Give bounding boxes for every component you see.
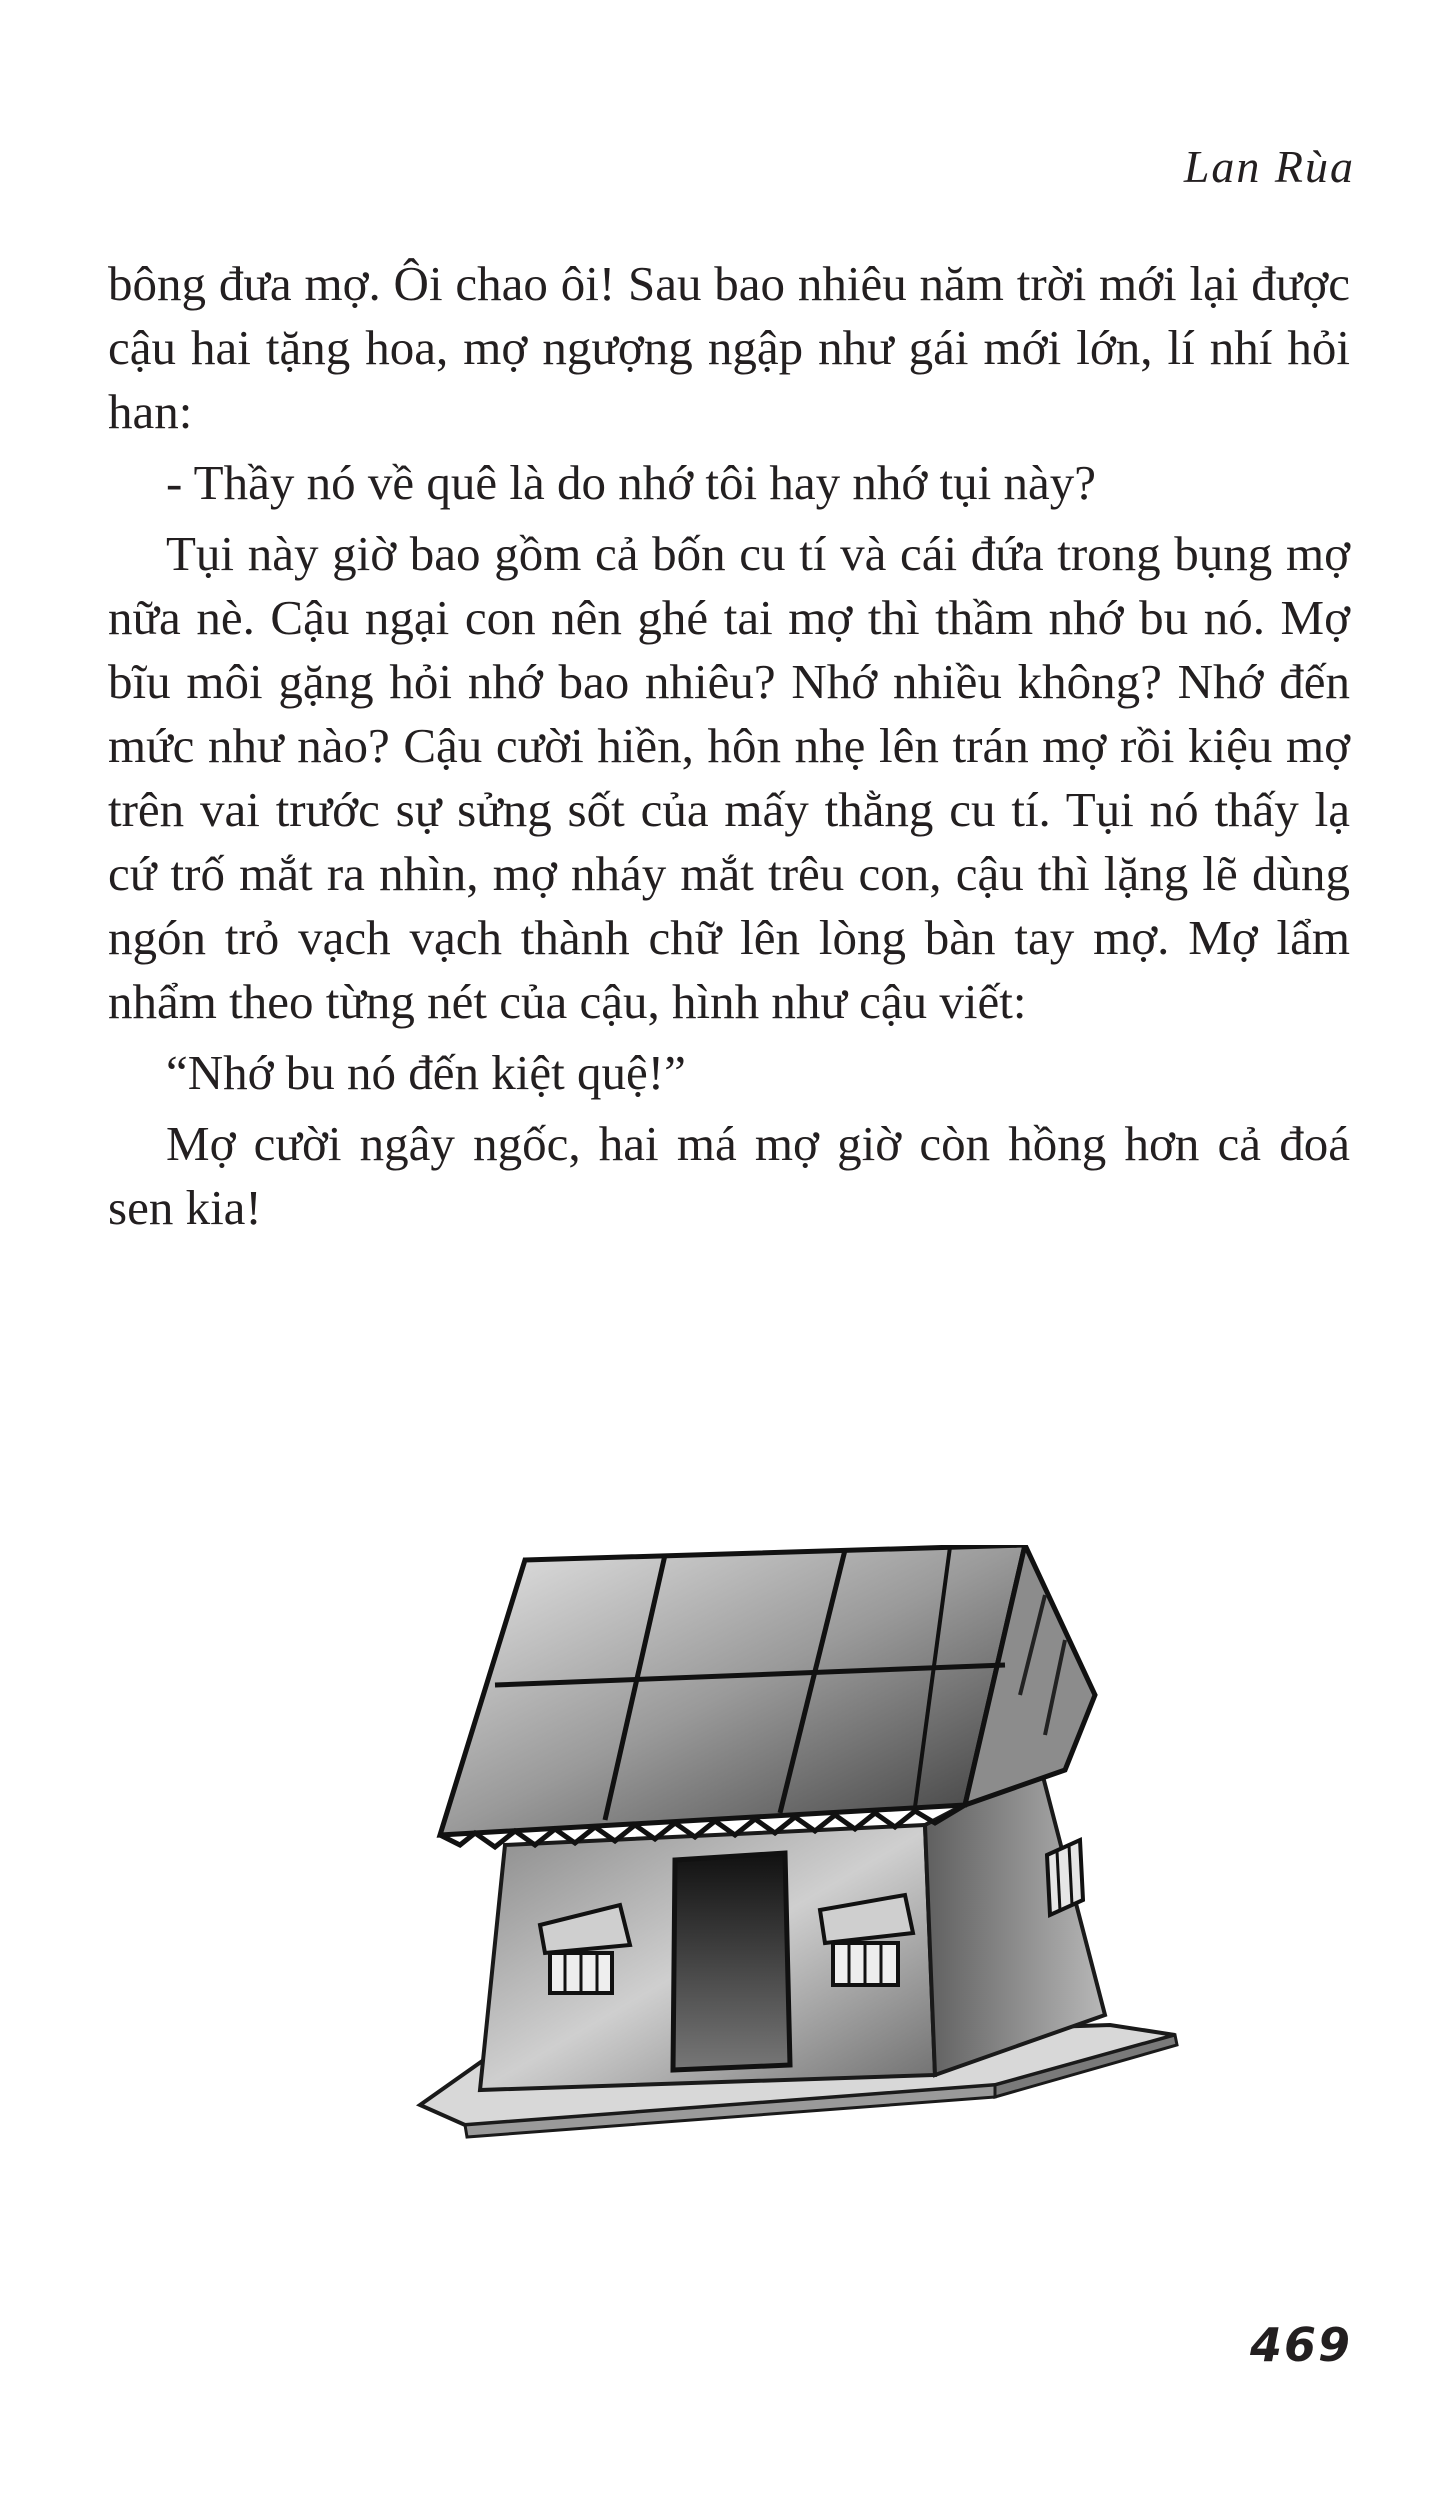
house-roof [440,1545,1025,1835]
paragraph-2: - Thầy nó về quê là do nhớ tôi hay nhớ tụi này? [166,455,1096,510]
page-number: 469 [1249,2318,1352,2372]
house-sketch-icon [405,1545,1185,2145]
paragraph-1: bông đưa mợ. Ôi chao ôi! Sau bao nhiêu năm trời mới lại được cậu hai tặng hoa, mợ ngượng ngập như gái mới lớn, lí nhí hỏi han: [108,256,1350,439]
paragraph-3: Tụi này giờ bao gồm cả bốn cu tí và cái đứa trong bụng mợ nữa nè. Cậu ngại con nên ghé tai mợ thì thầm nhớ bu nó. Mợ bĩu môi gặng hỏi nhớ bao nhiêu? Nhớ nhiều không? Nhớ đến mức như nào? Cậu cười hiền, hôn nhẹ lên trán mợ rồi kiệu mợ trên vai trước sự sửng sốt của mấy thằng cu tí. Tụi nó thấy lạ cứ trố mắt ra nhìn, mợ nháy mắt trêu con, cậu thì lặng lẽ dùng ngón trỏ vạch vạch thành chữ lên lòng bàn tay mợ. Mợ lẩm nhẩm theo từng nét của cậu, hình như cậu viết: [108,526,1350,1029]
house-door [673,1853,790,2070]
body-text [108,252,1350,1247]
running-title: Lan Rùa [1183,141,1355,192]
paragraph-5: Mợ cười ngây ngốc, hai má mợ giờ còn hồng hơn cả đoá sen kia! [108,1116,1350,1235]
paragraph-4: “Nhớ bu nó đến kiệt quệ!” [166,1045,686,1100]
